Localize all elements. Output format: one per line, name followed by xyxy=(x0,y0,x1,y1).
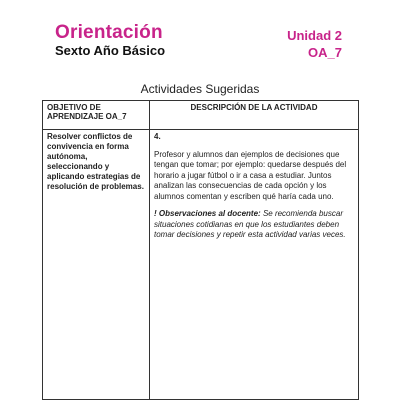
grade-label: Sexto Año Básico xyxy=(55,43,166,58)
activity-text: Profesor y alumnos dan ejemplos de decisiones que tengan que tomar; por ejemplo: quedarse después del horario a jugar fútbol o ir a casa a estudiar. Juntos analizan las consecuencias de cada opción y los alumnos comentan y escriben qué haría cada uno. xyxy=(154,149,347,201)
table-row xyxy=(43,130,359,400)
activity-number: 4. xyxy=(154,132,161,141)
page-header xyxy=(55,22,342,62)
section-title: Actividades Sugeridas xyxy=(140,82,260,96)
description-column-header: DESCRIPCIÓN DE LA ACTIVIDAD xyxy=(150,101,359,130)
table-header-row xyxy=(43,101,359,130)
objective-cell: Resolver conflictos de convivencia en forma autónoma, seleccionando y aplicando estrategias de resolución de problemas. xyxy=(43,130,150,400)
subject-title: Orientación xyxy=(55,22,163,43)
teacher-observation xyxy=(154,209,354,241)
oa-label: OA_7 xyxy=(308,45,342,60)
activity-table xyxy=(42,100,359,400)
description-cell xyxy=(150,130,359,400)
observation-label: ! Observaciones al docente: xyxy=(154,209,261,218)
unit-label: Unidad 2 xyxy=(287,28,342,43)
observation-text: Se recomienda buscar situaciones cotidianas en que los estudiantes deben tomar decisiones y repetir esta actividad varias veces. xyxy=(154,209,346,239)
objective-column-header: OBJETIVO DE APRENDIZAJE OA_7 xyxy=(43,101,150,130)
